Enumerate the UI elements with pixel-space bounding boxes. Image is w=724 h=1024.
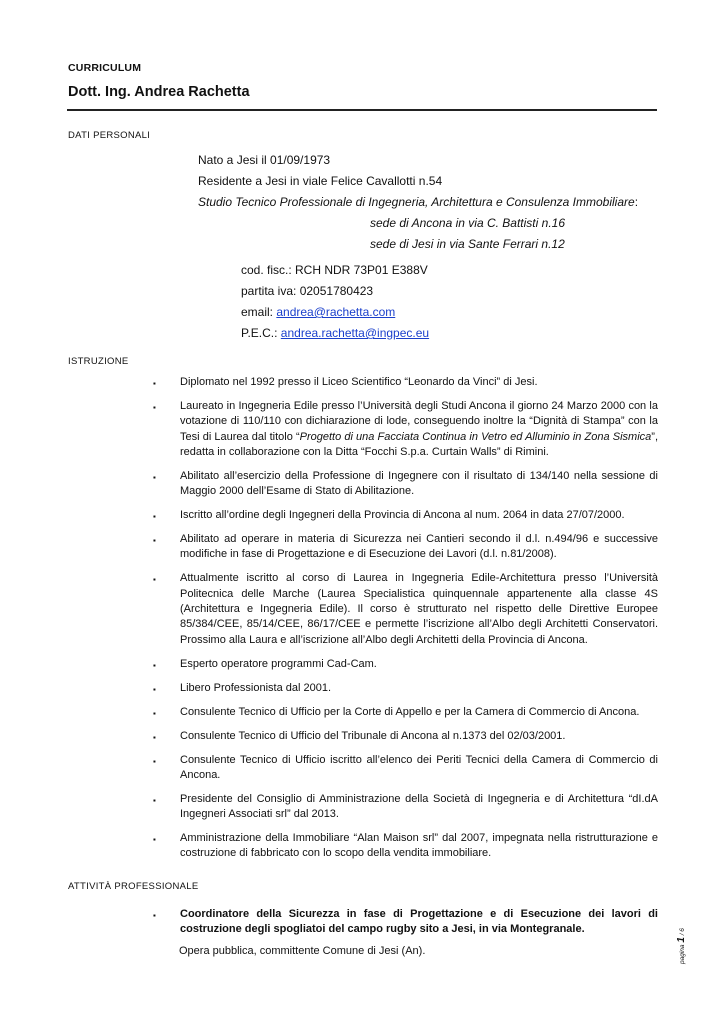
office-ancona: sede di Ancona in via C. Battisti n.16	[370, 216, 565, 230]
list-item-text: Attualmente iscritto al corso di Laurea in Ingegneria Edile-Architettura presso l’Università Politecnica delle Marche (Laurea Specialistica quinquennale appartenente alla classe 4S (Architettura e Ingegneria Edile). Il corso è strutturato nel rispetto delle Direttive Europee 85/384/CEE, 85/14/CEE, 86/17/CEE e permette l’iscrizione all’Albo degli Architetti Conservatori. Prossimo alla Laura e all’iscrizione all’Albo degli Architetti della Provincia di Ancona.	[180, 572, 658, 646]
page-number	[676, 922, 696, 972]
page-total: / 6	[679, 928, 686, 938]
person-name: Dott. Ing. Andrea Rachetta	[68, 84, 250, 100]
document-title: CURRICULUM	[68, 62, 142, 74]
list-item-text: Consulente Tecnico di Ufficio per la Corte di Appello e per la Camera di Commercio di Ancona.	[180, 705, 640, 718]
bullet-icon: ▪	[153, 660, 156, 670]
bullet-icon: ▪	[153, 684, 156, 694]
pec-label: P.E.C.:	[241, 326, 281, 340]
bullet-icon: ▪	[153, 379, 156, 388]
bullet-icon: ▪	[153, 708, 156, 718]
list-item	[150, 399, 658, 460]
bullet-icon: ▪	[153, 795, 156, 805]
page-current: 1	[676, 937, 687, 943]
list-item	[150, 657, 658, 672]
bullet-icon: ▪	[153, 575, 156, 585]
list-item-text: Coordinatore della Sicurezza in fase di Progettazione e di Esecuzione dei lavori di costruzione degli spogliatoi del campo rugby sito a Jesi, in via Montegranale.	[180, 908, 658, 936]
pec-link[interactable]: andrea.rachetta@ingpec.eu	[280, 326, 430, 340]
list-item-text: Amministrazione della Immobiliare “Alan Maison srl” dal 2007, impegnata nella ristrutturazione e costruzione di fabbricato con lo scopo della vendita immobiliare.	[180, 832, 658, 860]
list-item-text: ”, redatta in collaborazione con la Ditta “Focchi S.p.a. Curtain Walls” di Rimini.	[180, 430, 659, 458]
page-label: pagina	[679, 942, 686, 964]
project-note: Opera pubblica, committente Comune di Jesi (An).	[179, 945, 426, 957]
email-row	[241, 305, 395, 319]
pec-row	[241, 326, 429, 340]
list-item	[150, 532, 658, 563]
studio-name: Studio Tecnico Professionale di Ingegneria, Architettura e Consulenza Immobiliare	[198, 195, 635, 209]
section-education-heading: ISTRUZIONE	[68, 356, 129, 367]
list-item-text: Iscritto all’ordine degli Ingegneri della Provincia di Ancona al num. 2064 in data 27/07/2000.	[180, 509, 625, 522]
bullet-icon: ▪	[153, 536, 156, 546]
list-item-text: Presidente del Consiglio di Amministrazione della Società di Ingegneria e di Architettura “dI.dA Ingegneri Associati srl” dal 2013.	[180, 792, 658, 821]
bullet-icon: ▪	[153, 472, 156, 482]
list-item	[150, 705, 658, 720]
bullet-icon: ▪	[153, 835, 156, 845]
bullet-icon: ▪	[153, 911, 156, 920]
studio-colon: :	[634, 195, 639, 209]
list-item	[150, 571, 658, 647]
professional-list	[150, 907, 658, 946]
list-item-text: Esperto operatore programmi Cad-Cam.	[180, 657, 377, 670]
section-professional-heading: ATTIVITÀ PROFESSIONALE	[68, 881, 199, 892]
list-item	[150, 753, 658, 784]
bullet-icon: ▪	[153, 512, 156, 522]
bullet-icon: ▪	[153, 732, 156, 742]
list-item-text: Abilitato ad operare in materia di Sicurezza nei Cantieri secondo il d.l. n.494/96 e successive modifiche in fase di Progettazione e di Esecuzione dei Lavori (d.l. n.81/2008).	[180, 533, 658, 561]
bullet-icon: ▪	[153, 756, 156, 766]
email-link[interactable]: andrea@rachetta.com	[276, 305, 396, 319]
office-jesi: sede di Jesi in via Sante Ferrari n.12	[370, 237, 565, 251]
list-item-text: Abilitato all’esercizio della Professione di Ingegnere con il risultato di 134/140 nella sessione di Maggio 2000 dell’Esame di Stato di Abilitazione.	[180, 469, 658, 498]
list-item-text: Consulente Tecnico di Ufficio iscritto all’elenco dei Periti Tecnici della Camera di Commercio di Ancona.	[180, 753, 658, 781]
list-item	[150, 681, 658, 696]
residence-info: Residente a Jesi in viale Felice Cavallotti n.54	[198, 174, 443, 188]
header-divider	[67, 109, 657, 111]
list-item	[150, 831, 658, 862]
birth-info: Nato a Jesi il 01/09/1973	[198, 153, 331, 167]
list-item	[150, 907, 658, 938]
list-item-text: Laureato in Ingegneria Edile presso l’Università degli Studi Ancona il giorno 24 Marzo 2000 con la votazione di 110/110 con dichiarazione di lode, conseguendo inoltre la “Dignità di Stampa” con la Tesi di Laurea dal titolo “	[180, 399, 658, 443]
list-item	[150, 375, 658, 390]
email-label: email:	[241, 305, 277, 319]
section-personal-heading: DATI PERSONALI	[68, 130, 151, 141]
education-list	[150, 375, 658, 870]
list-item-text: Libero Professionista dal 2001.	[180, 681, 332, 694]
list-item	[150, 508, 658, 523]
studio-info	[198, 195, 638, 209]
list-item	[150, 792, 658, 823]
list-item	[150, 729, 658, 744]
thesis-title: Progetto di una Facciata Continua in Vetro ed Alluminio in Zona Sismica	[299, 430, 652, 443]
list-item-text: Consulente Tecnico di Ufficio del Tribunale di Ancona al n.1373 del 02/03/2001.	[180, 729, 566, 742]
fiscal-code: cod. fisc.: RCH NDR 73P01 E388V	[241, 263, 428, 277]
list-item-text: Diplomato nel 1992 presso il Liceo Scientifico “Leonardo da Vinci” di Jesi.	[180, 376, 538, 388]
vat-number: partita iva: 02051780423	[241, 284, 374, 298]
list-item	[150, 469, 658, 500]
bullet-icon: ▪	[153, 402, 156, 412]
